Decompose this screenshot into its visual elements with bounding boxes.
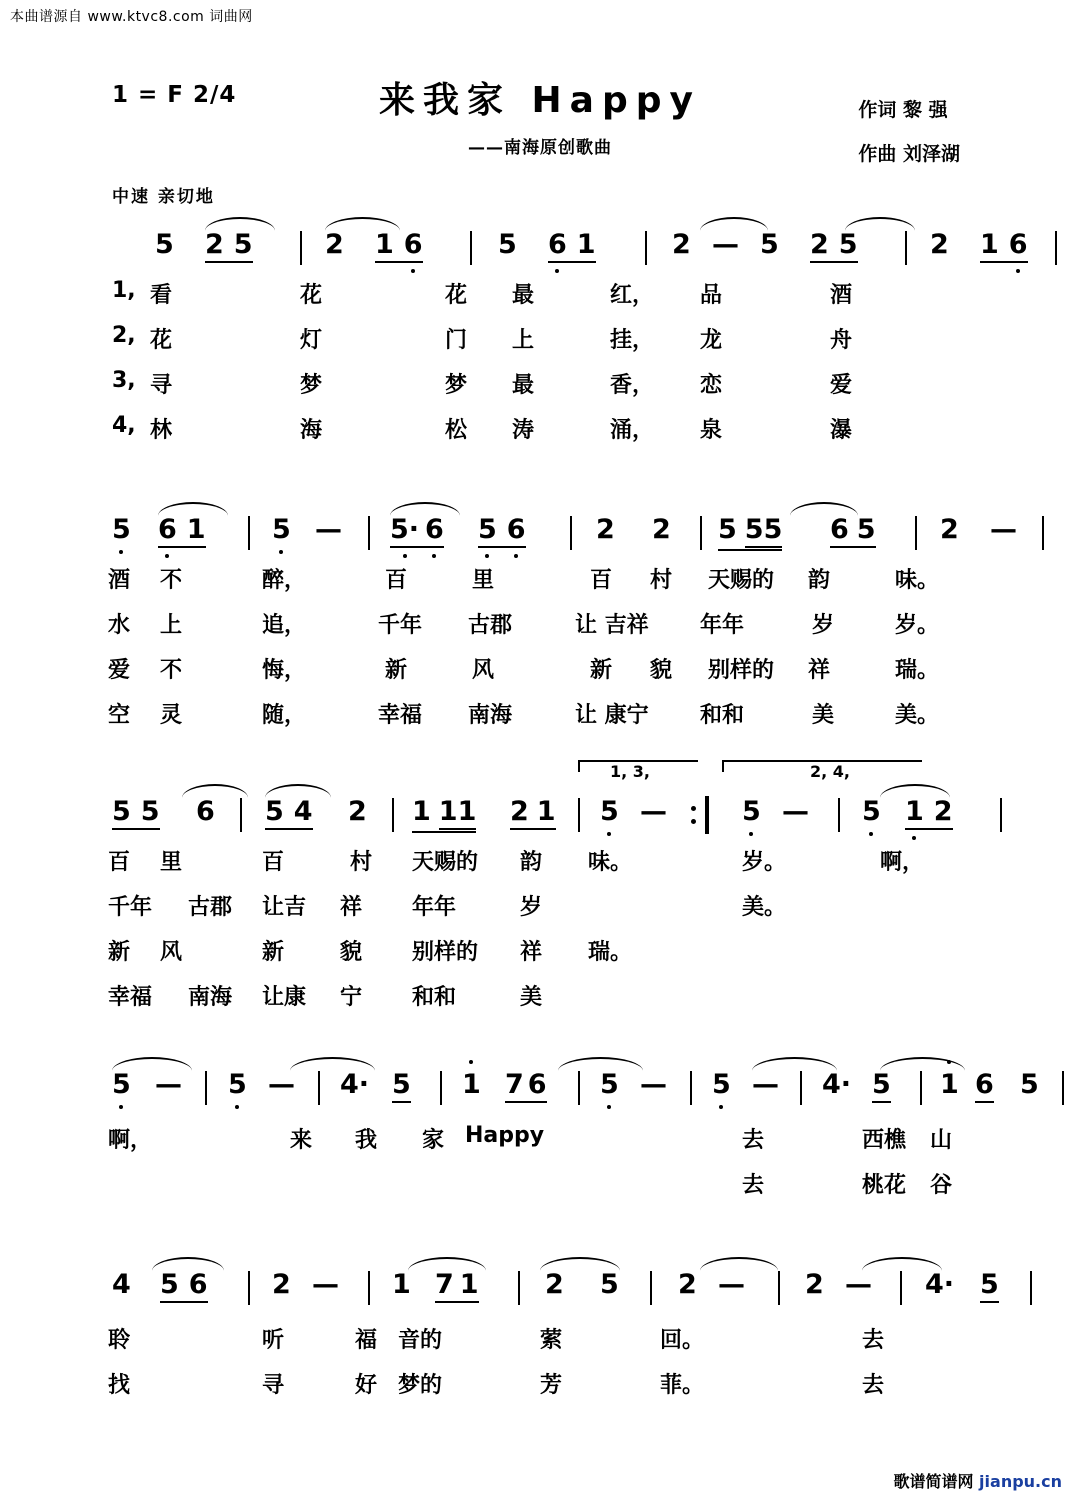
barline [690, 1071, 692, 1105]
lyric-word: 瑞。 [588, 940, 633, 965]
music-system-1 [0, 215, 1080, 443]
lyric-word: 最 [512, 283, 535, 308]
note: — [640, 1069, 667, 1100]
lyric-word: 千年 [378, 613, 423, 638]
note: 1 11 [412, 796, 476, 833]
note-row-5 [0, 1255, 1080, 1313]
lyric-word: 里 [160, 850, 183, 875]
note: 6 5 [830, 514, 876, 548]
barline [1055, 231, 1057, 265]
lyric-word: 酒 [830, 283, 853, 308]
note: 4· [822, 1069, 852, 1100]
lyric-word: 家 [422, 1128, 445, 1153]
lyric-word: 风 [472, 658, 495, 683]
lyric-word: 舟 [830, 328, 853, 353]
lyric-word: 味。 [895, 568, 940, 593]
lyric-word: 宁 [340, 985, 363, 1010]
barline [778, 1271, 780, 1305]
lyric-word: 去 [742, 1173, 765, 1198]
lyric-line-number: 1, [112, 278, 136, 303]
lyric-word: 爱 [108, 658, 131, 683]
lyric-word: 年年 [412, 895, 457, 920]
barline [1030, 1271, 1032, 1305]
barline [838, 798, 840, 832]
note: 6 1 [158, 514, 206, 548]
barline [392, 798, 394, 832]
lyric-word: 岁 [520, 895, 543, 920]
lyric-word: 美。 [742, 895, 787, 920]
key-signature: 1 = F 2/4 [112, 82, 237, 108]
lyric-word: 上 [160, 613, 183, 638]
note: 7 6 [505, 1069, 547, 1103]
lyric-word: 村 [650, 568, 673, 593]
lyric-line-number: 3, [112, 368, 136, 393]
note: 5 [112, 1069, 131, 1100]
lyric-word: 里 [472, 568, 495, 593]
lyric-line-number: 4, [112, 413, 136, 438]
lyric-word: Happy [465, 1123, 545, 1148]
lyric-word: 别样的 [708, 658, 775, 683]
note: 2 5 [205, 229, 253, 263]
lyric-word: 松 [445, 418, 468, 443]
lyric-word: 古郡 [188, 895, 233, 920]
lyric-word: 香， [610, 373, 655, 398]
lyric-word: 和和 [700, 703, 745, 728]
barline [368, 1271, 370, 1305]
lyric-word: 去 [862, 1373, 885, 1398]
note: — [990, 514, 1017, 545]
lyric-word: 让 康宁 [575, 703, 649, 728]
source-watermark-text: 本曲谱源自 www.ktvc8.com 词曲网 [10, 9, 253, 25]
lyric-word: 韵 [808, 568, 831, 593]
page-title: 来我家 Happy [379, 80, 701, 121]
lyric-word: 随， [262, 703, 307, 728]
note: 2 5 [810, 229, 858, 263]
note: 1 6 [375, 229, 423, 263]
lyric-word: 上 [512, 328, 535, 353]
note: 7 1 [435, 1269, 479, 1303]
lyric-word: 和和 [412, 985, 457, 1010]
lyric-word: 海 [300, 418, 323, 443]
lyric-word: 空 [108, 703, 131, 728]
lyric-word: 瑞。 [895, 658, 940, 683]
note: — [845, 1269, 872, 1300]
lyric-word: 灵 [160, 703, 183, 728]
barline [915, 516, 917, 550]
site-watermark [893, 1469, 1062, 1492]
note: 5 [112, 514, 131, 545]
barline [645, 231, 647, 265]
barline [578, 798, 580, 832]
barline [318, 1071, 320, 1105]
note: 5 6 [478, 514, 526, 548]
barline [570, 516, 572, 550]
lyric-word: 美。 [895, 703, 940, 728]
lyric-word: 爱 [830, 373, 853, 398]
note: 5 [392, 1069, 411, 1103]
note: 2 [678, 1269, 697, 1300]
note: — [752, 1069, 779, 1100]
note: 2 [940, 514, 959, 545]
lyric-word: 让 吉祥 [575, 613, 649, 638]
note: 5 [760, 229, 779, 260]
lyric-word: 水 [108, 613, 131, 638]
composer-credit: 作曲 刘泽湖 [858, 143, 960, 165]
note-row-4 [0, 1055, 1080, 1113]
barline [205, 1071, 207, 1105]
note: — [718, 1269, 745, 1300]
lyric-word: 新 [385, 658, 408, 683]
note: 5· 6 [390, 514, 444, 548]
lyric-word: 韵 [520, 850, 543, 875]
lyric-word: 红， [610, 283, 655, 308]
lyric-word: 芳 [540, 1373, 563, 1398]
lyric-word: 梦 [445, 373, 468, 398]
note: 5 6 [160, 1269, 208, 1303]
note: 4· [925, 1269, 955, 1300]
note: 1 [462, 1069, 481, 1100]
lyric-word: 美 [520, 985, 543, 1010]
note: 4· [340, 1069, 370, 1100]
lyric-word: 梦 [300, 373, 323, 398]
lyric-word: 菲。 [660, 1373, 705, 1398]
source-watermark [10, 6, 253, 26]
note: — [782, 796, 809, 827]
lyric-word: 山 [930, 1128, 953, 1153]
barline [248, 1271, 250, 1305]
lyric-word: 岁。 [742, 850, 787, 875]
subtitle: ——南海原创歌曲 [468, 138, 612, 158]
note: 5 [600, 796, 619, 827]
note: 5 [600, 1269, 619, 1300]
note: 5 [712, 1069, 731, 1100]
lyric-word: 醉， [262, 568, 307, 593]
lyric-word: 岁 [812, 613, 835, 638]
music-system-5 [0, 1255, 1080, 1398]
lyric-word: 村 [350, 850, 373, 875]
lyric-word: 啊， [108, 1128, 153, 1153]
note: 6 [975, 1069, 994, 1103]
note: 2 [596, 514, 615, 545]
lyric-word: 花 [445, 283, 468, 308]
lyric-word: 泉 [700, 418, 723, 443]
barline [1062, 1071, 1064, 1105]
note: 5 [155, 229, 174, 260]
lyric-word: 花 [150, 328, 173, 353]
lyric-word: 酒 [108, 568, 131, 593]
note: 5 55 [718, 514, 782, 551]
lyric-word: 貌 [340, 940, 363, 965]
note: 1 [940, 1069, 959, 1100]
lyric-word: 幸福 [108, 985, 153, 1010]
lyric-word: 西樵 [862, 1128, 907, 1153]
lyric-word: 灯 [300, 328, 323, 353]
note: 5 [742, 796, 761, 827]
note: 5 [228, 1069, 247, 1100]
barline [300, 231, 302, 265]
barline [700, 516, 702, 550]
barline [440, 1071, 442, 1105]
lyricist-credit: 作词 黎 强 [858, 99, 948, 121]
lyric-line-number: 2, [112, 323, 136, 348]
barline [248, 516, 250, 550]
lyric-word: 祥 [808, 658, 831, 683]
lyric-word: 门 [445, 328, 468, 353]
lyric-word: 让吉 [262, 895, 307, 920]
lyric-word: 百 [108, 850, 131, 875]
note: 2 [652, 514, 671, 545]
barline [800, 1071, 802, 1105]
lyric-word: 好 [355, 1373, 378, 1398]
lyric-word: 别样的 [412, 940, 479, 965]
lyric-word: 去 [862, 1328, 885, 1353]
lyric-word: 瀑 [830, 418, 853, 443]
note: 2 [348, 796, 367, 827]
lyric-word: 年年 [700, 613, 745, 638]
note: 2 [930, 229, 949, 260]
lyric-word: 梦的 [398, 1373, 443, 1398]
lyric-word: 桃花 [862, 1173, 907, 1198]
barline [920, 1071, 922, 1105]
lyric-word: 风 [160, 940, 183, 965]
note: 1 2 [905, 796, 953, 830]
lyric-word: 挂， [610, 328, 655, 353]
note: 2 [272, 1269, 291, 1300]
barline [900, 1271, 902, 1305]
barline [470, 231, 472, 265]
music-system-2 [0, 500, 1080, 728]
lyric-word: 新 [590, 658, 613, 683]
barline [578, 1071, 580, 1105]
note: 5 [600, 1069, 619, 1100]
note-row-3 [0, 782, 1080, 840]
note: 2 [672, 229, 691, 260]
lyric-word: 天赐的 [708, 568, 775, 593]
music-system-4 [0, 1055, 1080, 1198]
lyric-word: 品 [700, 283, 723, 308]
note: — [315, 514, 342, 545]
lyric-word: 祥 [340, 895, 363, 920]
note: 6 [196, 796, 215, 827]
lyric-word: 找 [108, 1373, 131, 1398]
lyric-word: 恋 [700, 373, 723, 398]
note: — [268, 1069, 295, 1100]
lyric-word: 龙 [700, 328, 723, 353]
lyric-word: 听 [262, 1328, 285, 1353]
lyric-word: 味。 [588, 850, 633, 875]
note: 5 5 [112, 796, 160, 830]
note: — [312, 1269, 339, 1300]
lyric-word: 回。 [660, 1328, 705, 1353]
note: 2 [545, 1269, 564, 1300]
note-row-2 [0, 500, 1080, 558]
site-watermark-url: jianpu.cn [979, 1472, 1062, 1491]
note: — [640, 796, 667, 827]
lyric-word: 来 [290, 1128, 313, 1153]
lyric-word: 古郡 [468, 613, 513, 638]
tempo-marking: 中速 亲切地 [112, 187, 215, 207]
lyric-word: 不 [160, 568, 183, 593]
lyric-word: 萦 [540, 1328, 563, 1353]
lyric-word: 追， [262, 613, 307, 638]
note: 5 [980, 1269, 999, 1303]
site-watermark-cn: 歌谱简谱网 [893, 1472, 974, 1491]
lyric-word: 寻 [262, 1373, 285, 1398]
note: 6 1 [548, 229, 596, 263]
note: 5 4 [265, 796, 313, 830]
barline [368, 516, 370, 550]
note: 2 [325, 229, 344, 260]
note: 5 [272, 514, 291, 545]
lyric-word: 岁。 [895, 613, 940, 638]
lyric-word: 我 [355, 1128, 378, 1153]
barline [905, 231, 907, 265]
note: 2 1 [510, 796, 556, 830]
note: — [712, 229, 739, 260]
lyric-word: 天赐的 [412, 850, 479, 875]
lyric-word: 南海 [468, 703, 513, 728]
lyric-word: 谷 [930, 1173, 953, 1198]
note: 1 6 [980, 229, 1028, 263]
lyric-word: 福 [355, 1328, 378, 1353]
lyric-word: 悔， [262, 658, 307, 683]
lyric-word: 去 [742, 1128, 765, 1153]
note: 4 [112, 1269, 131, 1300]
lyric-word: 林 [150, 418, 173, 443]
lyric-word: 南海 [188, 985, 233, 1010]
music-system-3: 1, 3, 2, 4, 5 5 6 5 4 2 1 11 2 1 5 — 5 — 5 1 2 百 里 百 村 天赐的 韵 味。 岁。 啊， 千年 古郡 让吉 祥 年年 岁 美。 新 风 新 貌 别样的 祥 瑞。 幸福 南海 让康 宁 和和 美 [0, 760, 1080, 840]
lyric-word: 最 [512, 373, 535, 398]
lyric-word: 百 [590, 568, 613, 593]
note: 1 [392, 1269, 411, 1300]
note: 5 [1020, 1069, 1039, 1100]
lyric-word: 涛 [512, 418, 535, 443]
barline [518, 1271, 520, 1305]
barline [1000, 798, 1002, 832]
lyric-word: 百 [385, 568, 408, 593]
lyric-word: 啊， [880, 850, 925, 875]
note: 2 [805, 1269, 824, 1300]
lyric-word: 美 [812, 703, 835, 728]
lyric-word: 让康 [262, 985, 307, 1010]
lyric-word: 新 [262, 940, 285, 965]
lyric-word: 不 [160, 658, 183, 683]
credits [858, 88, 960, 176]
lyric-word: 涌， [610, 418, 655, 443]
lyric-word: 花 [300, 283, 323, 308]
lyric-word: 聆 [108, 1328, 131, 1353]
lyric-word: 寻 [150, 373, 173, 398]
barline [240, 798, 242, 832]
lyric-word: 貌 [650, 658, 673, 683]
lyric-word: 百 [262, 850, 285, 875]
lyric-word: 祥 [520, 940, 543, 965]
lyric-word: 新 [108, 940, 131, 965]
note-row-1 [0, 215, 1080, 273]
barline [1042, 516, 1044, 550]
lyric-word: 千年 [108, 895, 153, 920]
slur [182, 784, 248, 800]
note: 5 [872, 1069, 891, 1103]
note: 5 [498, 229, 517, 260]
lyric-word: 幸福 [378, 703, 423, 728]
lyric-word: 音的 [398, 1328, 443, 1353]
note: — [155, 1069, 182, 1100]
lyric-word: 看 [150, 283, 173, 308]
barline [650, 1271, 652, 1305]
note: 5 [862, 796, 881, 827]
